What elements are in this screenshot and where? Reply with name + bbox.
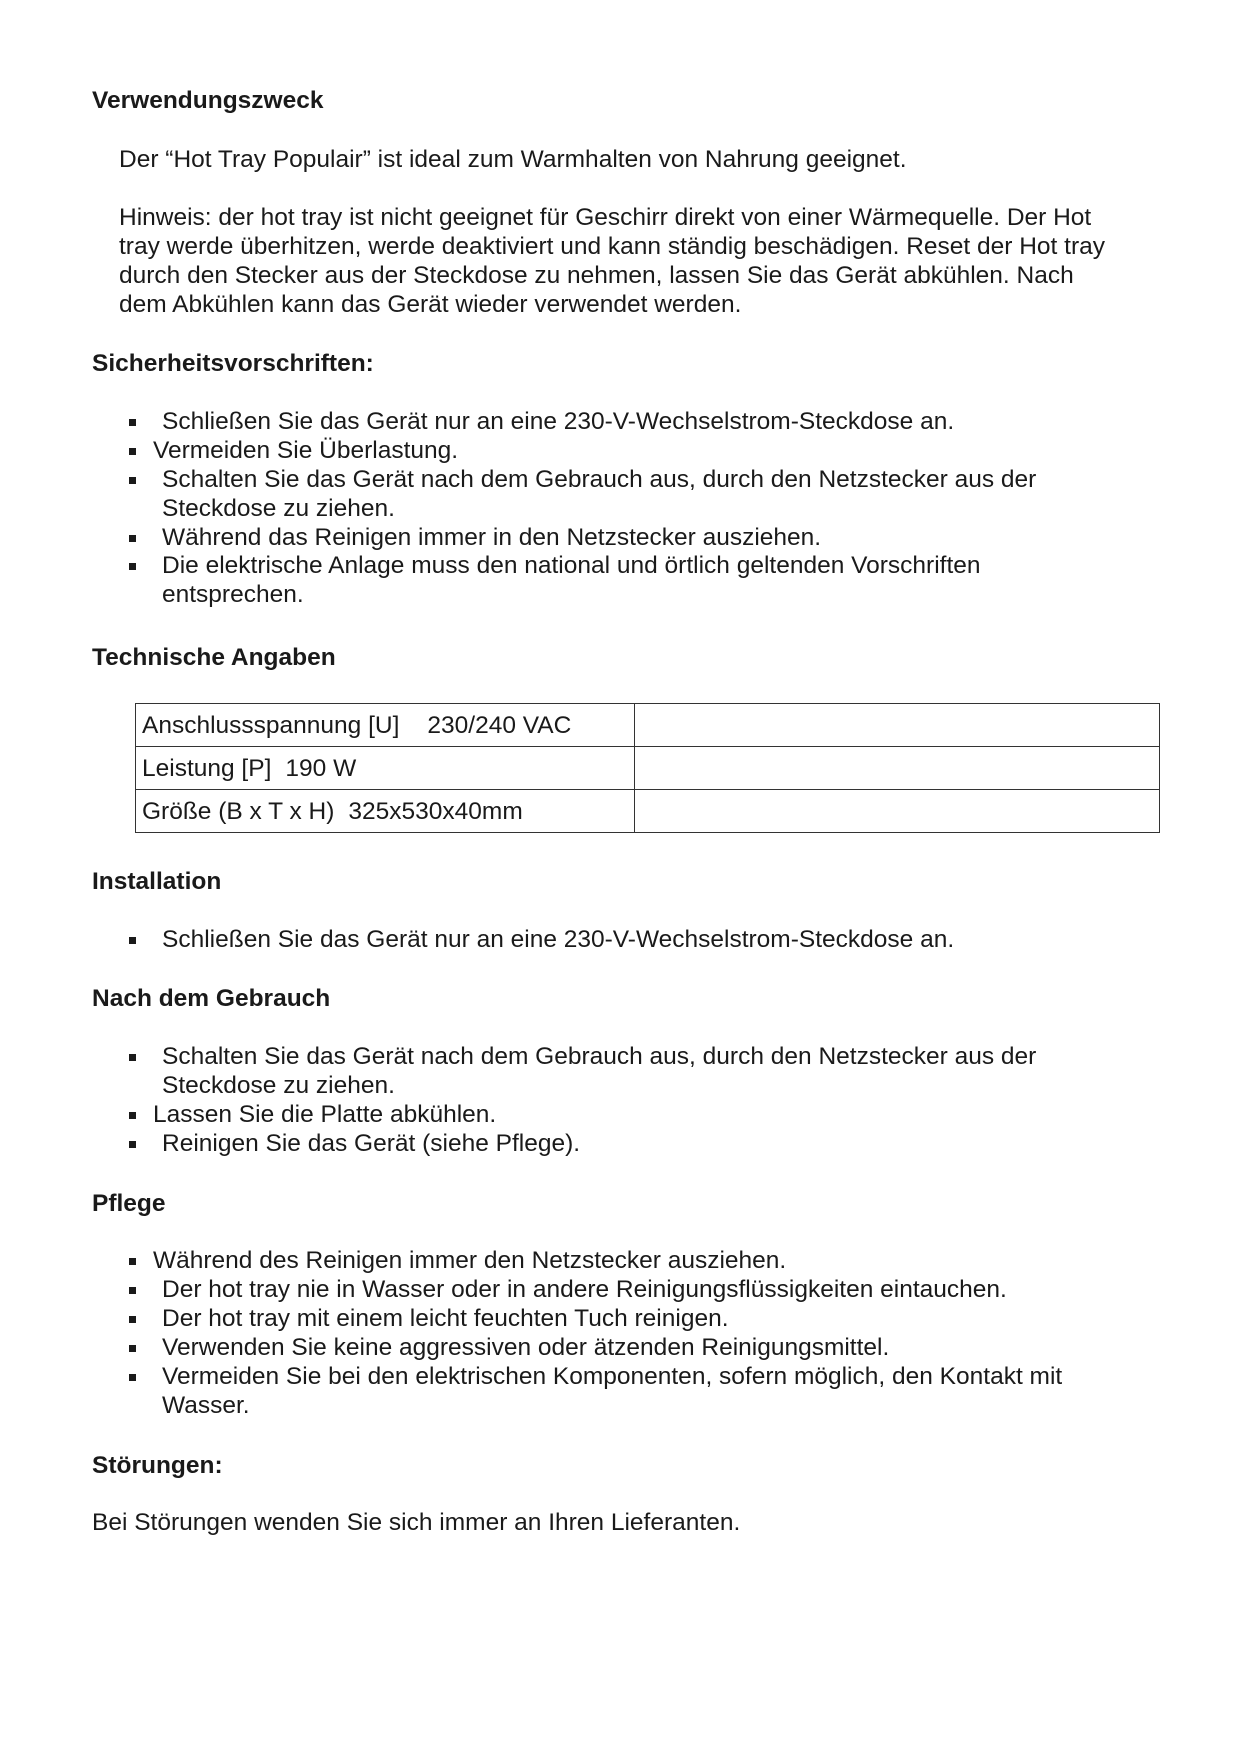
note-line: tray werde überhitzen, werde deaktiviert und kann ständig beschädigen. Reset der Hot tray [119, 233, 1106, 260]
heading-sicherheitsvorschriften: Sicherheitsvorschriften: [92, 350, 374, 377]
table-row [136, 747, 1160, 790]
table-cell [635, 747, 1160, 790]
bullet-icon [129, 1316, 136, 1323]
table-cell: Anschlussspannung [U] 230/240 VAC [136, 704, 635, 747]
bullet-icon [129, 1258, 136, 1265]
bullet-icon [129, 1287, 136, 1294]
bullet-icon [129, 419, 136, 426]
table-cell: Leistung [P] 190 W [136, 747, 635, 790]
bullet-icon [129, 1054, 136, 1061]
bullet-icon [129, 1141, 136, 1148]
spec-table [135, 703, 1160, 833]
manual-page: Verwendungszweck Der “Hot Tray Populair” ist ideal zum Warmhalten von Nahrung geeignet. Hinweis: der hot tray ist nicht geeignet für Geschirr direkt von einer Wärmequelle. Der Hot tray werde überhitzen, werde deaktiviert und kann ständig beschädigen. Reset der Hot tray durch den Stecker aus der Steckdose zu nehmen, lassen Sie das Gerät abkühlen. Nach dem Abkühlen kann das Gerät wieder verwendet werden. Sicherheitsvorschriften: Schließen Sie das Gerät nur an eine 230-V-Wechselstrom-Steckdose an. Vermeiden Sie Überlastung. Schalten Sie das Gerät nach dem Gebrauch aus, durch den Netzstecker aus der Steckdose zu ziehen. Während das Reinigen immer in den Netzstecker ausziehen. Die elektrische Anlage muss den national und örtlich geltenden Vorschriften entsprechen. Technische Angaben Anschlussspannung [U] 230/240 VAC Leistung [P] 190 W Größe (B x T x H) 325x530x40mm Installation Schließen Sie das Gerät nur an eine 230-V-Wechselstrom-Steckdose an. Nach dem Gebrauch Schalten Sie das Gerät nach dem Gebrauch aus, durch den Netzstecker aus der Steckdose zu ziehen. Lassen Sie die Platte abkühlen. Reinigen Sie das Gerät (siehe Pflege). Pflege Während des Reinigen immer den Netzstecker ausziehen. Der hot tray nie in Wasser oder in andere Reinigungsflüssigkeiten eintauchen. Der hot tray mit einem leicht feuchten Tuch reinigen. Verwenden Sie keine aggressiven oder ätzenden Reinigungsmittel. Vermeiden Sie bei den elektrischen Komponenten, sofern möglich, den Kontakt mit Wasser. Störungen: Bei Störungen wenden Sie sich immer an Ihren Lieferanten. [0, 0, 1241, 1754]
bullet-icon [129, 937, 136, 944]
bullet-icon [129, 535, 136, 542]
bullet-icon [129, 448, 136, 455]
note-line: Hinweis: der hot tray ist nicht geeignet für Geschirr direkt von einer Wärmequelle. Der Hot [119, 204, 1092, 231]
table-row [136, 790, 1160, 833]
stoerungen-text: Bei Störungen wenden Sie sich immer an Ihren Lieferanten. [92, 1509, 741, 1536]
heading-stoerungen: Störungen: [92, 1452, 223, 1479]
table-cell [635, 790, 1160, 833]
bullet-icon [129, 1374, 136, 1381]
bullet-icon [129, 1345, 136, 1352]
bullet-icon [129, 1112, 136, 1119]
table-cell: Größe (B x T x H) 325x530x40mm [136, 790, 635, 833]
table-row [136, 704, 1160, 747]
bullet-icon [129, 563, 136, 570]
heading-pflege: Pflege [92, 1190, 166, 1217]
bullet-icon [129, 477, 136, 484]
table-cell [635, 704, 1160, 747]
intro-paragraph: Der “Hot Tray Populair” ist ideal zum Warmhalten von Nahrung geeignet. [119, 146, 907, 173]
heading-technische-angaben: Technische Angaben [92, 644, 336, 671]
note-line: dem Abkühlen kann das Gerät wieder verwendet werden. [119, 291, 742, 318]
note-line: durch den Stecker aus der Steckdose zu nehmen, lassen Sie das Gerät abkühlen. Nach [119, 262, 1074, 289]
heading-nach-dem-gebrauch: Nach dem Gebrauch [92, 985, 331, 1012]
heading-installation: Installation [92, 868, 222, 895]
heading-verwendungszweck: Verwendungszweck [92, 87, 324, 114]
